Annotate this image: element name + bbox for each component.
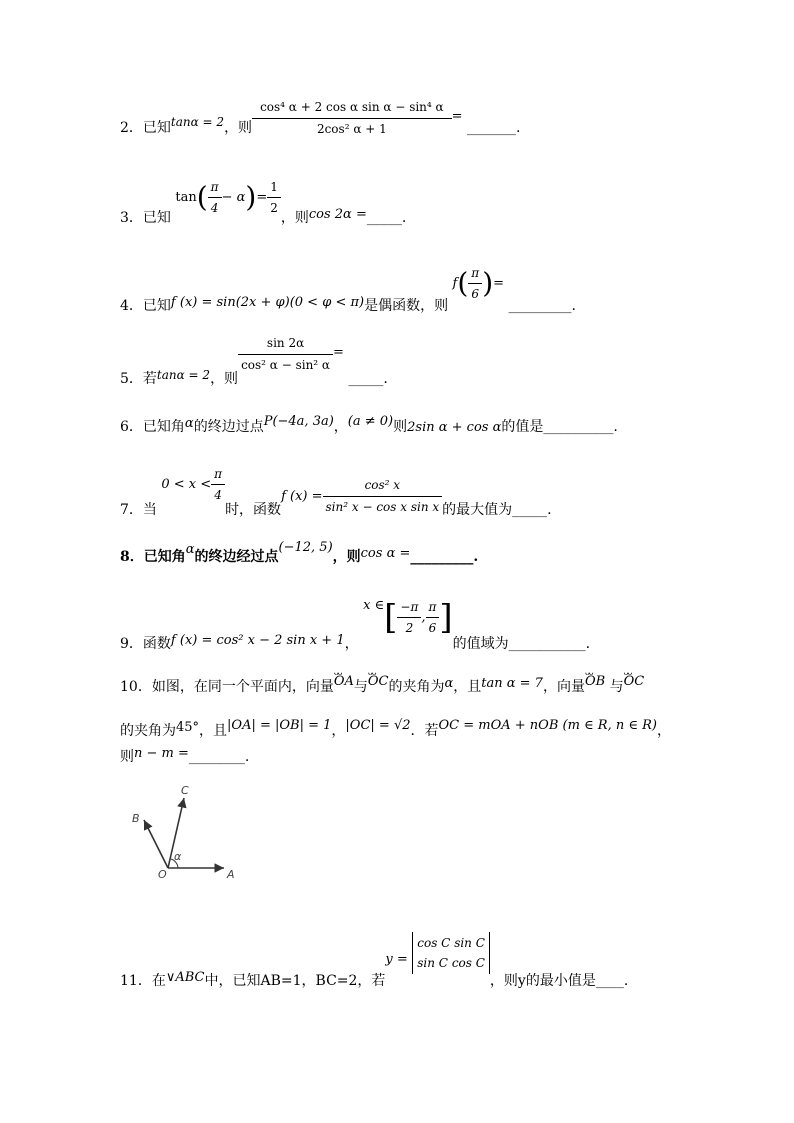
q3-target: cos 2α = bbox=[308, 206, 367, 222]
q10-angle-45: 45° bbox=[176, 720, 200, 735]
q3-prefix: 3．已知 bbox=[120, 209, 171, 226]
q11-triangle: ∨ABC bbox=[165, 970, 205, 985]
question-10-line-1: 10．如图，在同一个平面内，向量ᴗᴗ OA与ᴗᴗ OC的夹角为α，且tan α = 7，向量ᴗᴗ OB 与ᴗᴗ OC bbox=[120, 678, 644, 697]
q9-domain: x ∈[ $\frac{-\pi}{2}$ , $\frac{\pi}{6}$ ] bbox=[363, 597, 453, 638]
question-11 bbox=[120, 928, 629, 989]
q6-answer-blank[interactable]: __________. bbox=[543, 419, 618, 435]
question-9: 9．函数f (x) = cos² x − 2 sin x + 1， x ∈[ $\frac{-\pi}{2}$ , $\frac{\pi}{6}$ ]的值域为___________. bbox=[120, 597, 591, 652]
vector-ob: ᴗᴗ OB bbox=[585, 673, 605, 691]
vector-oc: ᴗᴗ OC bbox=[368, 673, 389, 691]
q7-mid: 时，函数 bbox=[225, 502, 282, 518]
q5-fraction bbox=[238, 334, 333, 374]
q9-function: f (x) = cos² x − 2 sin x + 1 bbox=[170, 632, 345, 648]
q5-equals: = bbox=[333, 345, 344, 360]
q11-prefix: 11．在 bbox=[120, 973, 166, 989]
q2-answer-blank[interactable]: _______. bbox=[467, 120, 521, 136]
q8-target: cos α = bbox=[360, 546, 411, 561]
q11-y-eq: y = bbox=[385, 952, 408, 967]
label-c: C bbox=[181, 784, 189, 797]
q9-answer-blank[interactable]: ___________. bbox=[508, 635, 591, 652]
label-o: O bbox=[158, 868, 167, 880]
q2-fraction bbox=[252, 98, 452, 138]
q3-condition: tan( $\frac{\pi}{4}$ − α)= $\frac{1}{2}$ bbox=[175, 178, 280, 217]
q5-then: ，则 bbox=[210, 371, 239, 387]
q10-norm-oc: |OC| = √2 bbox=[345, 718, 411, 733]
vector-oa: ᴗᴗ OA bbox=[334, 673, 354, 691]
q11-suffix: ，则y的最小值是 bbox=[489, 973, 596, 989]
q7-suffix: 的最大值为 bbox=[442, 502, 513, 518]
q4-ask: f( $\frac{\pi}{6}$ )= bbox=[452, 266, 505, 301]
question-8: 8．已知角α的终边经过点(−12, 5)，则cos α =_________. bbox=[120, 540, 479, 565]
q10-target: n − m = bbox=[134, 746, 189, 761]
q3-tan: tan bbox=[175, 190, 197, 205]
q5-answer-blank[interactable]: _____. bbox=[348, 371, 388, 387]
question-6: 6．已知角α的终边过点P(−4a, 3a)，(a ≠ 0)则2sin α + cos α的值是__________. bbox=[120, 414, 618, 435]
q7-function-lhs: f (x) = bbox=[281, 489, 323, 504]
q2-denominator: 2cos² α + 1 bbox=[316, 122, 387, 136]
q11-answer-blank[interactable]: ____. bbox=[595, 973, 629, 989]
q2-prefix: 2．已知 bbox=[120, 120, 171, 136]
q7-answer-blank[interactable]: _____. bbox=[512, 502, 552, 518]
q5-condition: tanα = 2 bbox=[156, 368, 211, 382]
q9-prefix: 9．函数 bbox=[120, 635, 171, 652]
question-5 bbox=[120, 334, 388, 387]
q10-combination: OC = mOA + nOB (m ∈ R, n ∈ R) bbox=[438, 718, 657, 733]
question-2 bbox=[120, 100, 521, 148]
q6-expression: 2sin α + cos α bbox=[407, 420, 502, 435]
q3-one-half: $\frac{1}{2}$ bbox=[267, 178, 281, 217]
q4-function: f (x) = sin(2x + φ)(0 < φ < π) bbox=[170, 294, 365, 310]
q2-numerator: cos⁴ α + 2 cos α sin α − sin⁴ α bbox=[252, 98, 452, 119]
q2-condition: tanα = 2 bbox=[170, 115, 225, 129]
q4-prefix: 4．已知 bbox=[120, 297, 171, 314]
q4-answer-blank[interactable]: _________. bbox=[508, 297, 576, 314]
question-7 bbox=[120, 466, 552, 518]
question-3 bbox=[120, 180, 407, 226]
q11-determinant: cos C sin C sin C cos C bbox=[412, 932, 490, 974]
q9-suffix: 的值域为 bbox=[452, 635, 509, 652]
label-a: A bbox=[227, 868, 235, 880]
q5-numerator: sin 2α bbox=[238, 334, 333, 355]
q2-equals: = bbox=[451, 109, 463, 124]
question-4 bbox=[120, 258, 576, 314]
q8-point: (−12, 5) bbox=[278, 540, 333, 555]
q6-alpha: α bbox=[184, 416, 194, 431]
q5-prefix: 5．若 bbox=[120, 371, 157, 387]
q6-mid1: 的终边过点 bbox=[193, 419, 264, 435]
q6-point: P(−4a, 3a) bbox=[263, 414, 334, 429]
q5-denominator: cos² α − sin² α bbox=[241, 358, 331, 372]
q8-prefix: 8．已知角 bbox=[120, 549, 186, 565]
q10-answer-blank[interactable]: ________. bbox=[188, 749, 250, 765]
q8-answer-blank[interactable]: _________. bbox=[410, 549, 479, 565]
q10-norms: |OA| = |OB| = 1 bbox=[227, 718, 332, 733]
q2-then: ，则 bbox=[224, 120, 253, 136]
q6-condition: (a ≠ 0) bbox=[347, 414, 394, 429]
question-10-line-3: 则n − m =________. bbox=[120, 746, 250, 765]
label-b: B bbox=[132, 812, 140, 825]
q3-answer-blank[interactable]: _____. bbox=[366, 209, 407, 226]
q11-mid: 中，已知AB=1，BC=2，若 bbox=[204, 973, 386, 989]
question-10-line-2: 的夹角为45°，且|OA| = |OB| = 1，|OC| = √2．若OC = mOA + nOB (m ∈ R, n ∈ R)， bbox=[120, 718, 671, 739]
q6-prefix: 6．已知角 bbox=[120, 419, 185, 435]
q10-tan: tan α = 7 bbox=[481, 676, 543, 691]
q7-fraction: $\frac{\text{cos² x}}{\text{sin² x − cos x sin x}}$ bbox=[323, 476, 443, 516]
q3-pi-over-4: $\frac{\pi}{4}$ bbox=[208, 178, 222, 217]
ray-ob bbox=[144, 820, 168, 868]
label-alpha: α bbox=[174, 850, 182, 863]
vector-figure bbox=[124, 780, 244, 880]
q4-mid: 是偶函数，则 bbox=[364, 297, 449, 314]
q7-range: 0 < x < $\frac{\pi}{4}$ bbox=[161, 465, 225, 504]
q3-then: ，则 bbox=[280, 209, 309, 226]
q7-prefix: 7．当 bbox=[120, 502, 157, 518]
